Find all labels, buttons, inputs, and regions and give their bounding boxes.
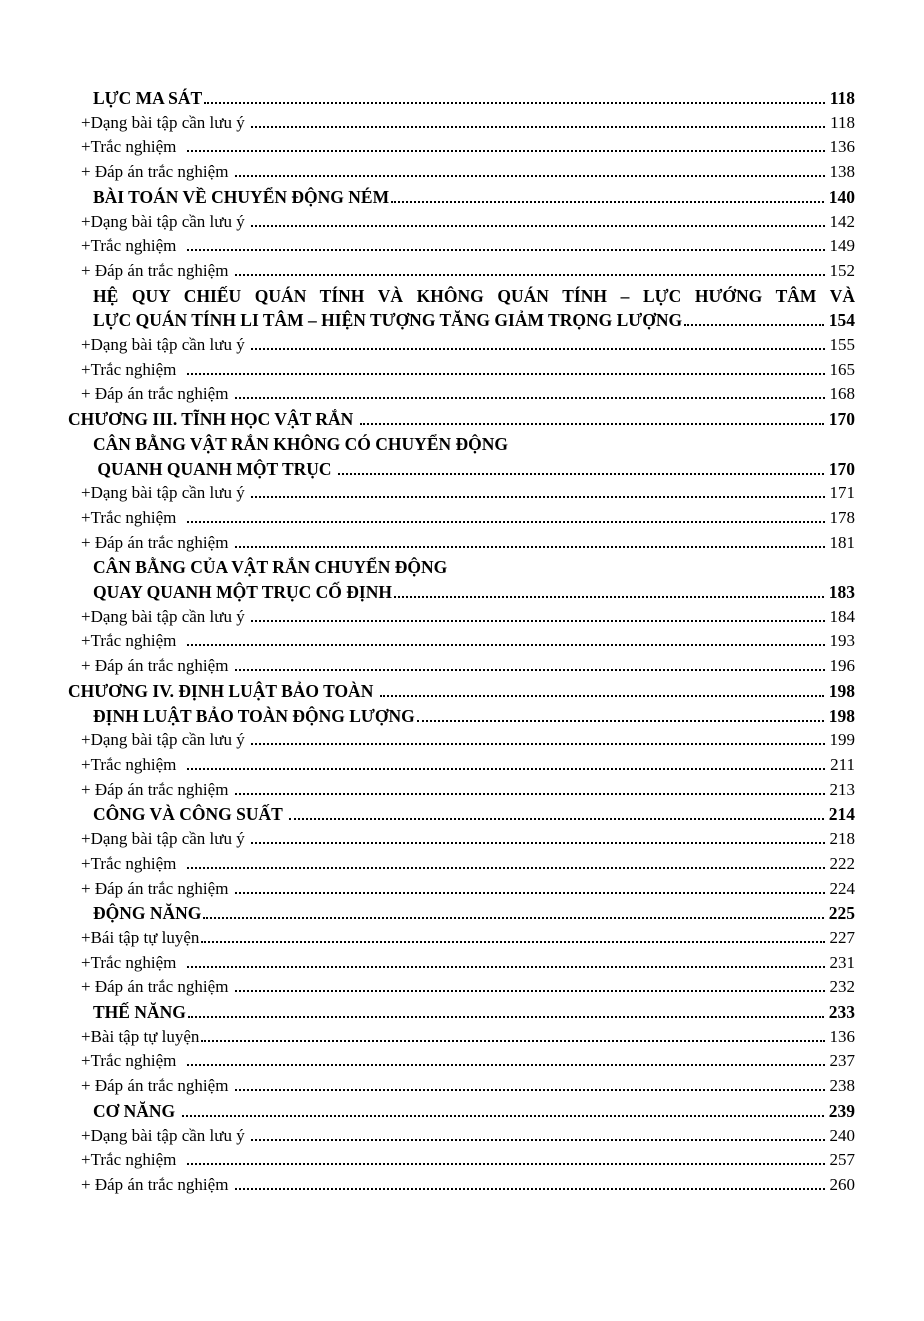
dot-leader: [187, 644, 825, 646]
toc-entry-label: BÀI TOÁN VỀ CHUYỂN ĐỘNG NÉM: [93, 186, 390, 207]
toc-entry[interactable]: [68, 827, 855, 852]
dot-leader: [201, 1040, 824, 1042]
toc-entry-page: 225: [828, 903, 855, 924]
toc-entry-label: +Trắc nghiệm: [81, 853, 185, 873]
toc-entry-page: 168: [829, 384, 855, 404]
toc-entry-label: THẾ NĂNG: [93, 1002, 186, 1023]
toc-entry-label: +Trắc nghiệm: [81, 952, 185, 972]
toc-entry[interactable]: [68, 926, 855, 951]
toc-entry-page: 181: [829, 532, 855, 552]
toc-entry-label: QUAY QUANH MỘT TRỤC CỐ ĐỊNH: [93, 582, 392, 603]
toc-entry[interactable]: [68, 877, 855, 902]
dot-leader: [251, 225, 825, 227]
toc-entry-page: 233: [828, 1002, 855, 1023]
dot-leader: [235, 892, 825, 894]
dot-leader: [684, 324, 824, 326]
toc-entry-label: + Đáp án trắc nghiệm: [81, 1174, 233, 1194]
toc-entry-label: +Dạng bài tập cần lưu ý: [81, 730, 249, 750]
toc-entry-label: + Đáp án trắc nghiệm: [81, 878, 233, 898]
dot-leader: [235, 669, 825, 671]
dot-leader: [235, 1188, 825, 1190]
toc-entry-label: + Đáp án trắc nghiệm: [81, 384, 233, 404]
toc-entry-page: 211: [830, 754, 855, 774]
toc-entry-page: 118: [829, 88, 855, 108]
toc-entry-page: 231: [829, 952, 855, 972]
toc-entry-page: 138: [829, 162, 855, 182]
toc-entry-label: +Trắc nghiệm: [81, 631, 185, 651]
toc-entry[interactable]: [68, 1124, 855, 1149]
toc-entry-page: 154: [828, 310, 855, 331]
toc-entry[interactable]: [68, 531, 855, 556]
toc-entry-page: 260: [829, 1174, 855, 1194]
toc-entry-label: CHƯƠNG IV. ĐỊNH LUẬT BẢO TOÀN: [68, 680, 378, 701]
toc-entry[interactable]: [68, 1074, 855, 1099]
toc-entry-label: + Đáp án trắc nghiệm: [81, 1076, 233, 1096]
toc-entry[interactable]: [68, 1148, 855, 1173]
toc-entry-label: +Dạng bài tập cần lưu ý: [81, 211, 249, 231]
toc-entry-label: +Dạng bài tập cần lưu ý: [81, 483, 249, 503]
dot-leader: [187, 867, 825, 869]
toc-entry-page: 170: [828, 409, 855, 430]
toc-entry[interactable]: [68, 358, 855, 383]
toc-entry[interactable]: [68, 1049, 855, 1074]
toc-entry[interactable]: [68, 679, 855, 704]
toc-entry-label: ĐỊNH LUẬT BẢO TOÀN ĐỘNG LƯỢNG: [93, 705, 415, 726]
dot-leader: [235, 397, 825, 399]
table-of-contents: [68, 86, 855, 1198]
dot-leader: [251, 1139, 825, 1141]
toc-entry[interactable]: [68, 778, 855, 803]
toc-entry[interactable]: [68, 1173, 855, 1198]
toc-entry-label: ĐỘNG NĂNG: [93, 903, 202, 924]
toc-entry-page: 198: [828, 705, 855, 726]
toc-entry-label: LỰC MA SÁT: [93, 88, 203, 108]
toc-entry[interactable]: [68, 629, 855, 654]
toc-entry[interactable]: [68, 975, 855, 1000]
dot-leader: [391, 201, 824, 203]
toc-entry-page: 224: [829, 878, 855, 898]
toc-entry[interactable]: [68, 308, 855, 333]
toc-entry-label: +Trắc nghiệm: [81, 754, 185, 774]
toc-entry[interactable]: [68, 704, 855, 729]
toc-entry-page: 227: [829, 927, 855, 947]
dot-leader: [251, 842, 825, 844]
toc-entry[interactable]: [68, 111, 855, 136]
toc-entry-label: +Trắc nghiệm: [81, 359, 185, 379]
toc-entry-page: 193: [829, 631, 855, 651]
toc-entry-page: 240: [829, 1125, 855, 1145]
toc-entry[interactable]: [68, 852, 855, 877]
toc-entry-page: 213: [829, 779, 855, 799]
toc-entry-continuation[interactable]: [68, 555, 855, 580]
toc-entry-label: + Đáp án trắc nghiệm: [81, 260, 233, 280]
toc-entry[interactable]: [68, 580, 855, 605]
toc-entry-label: +Dạng bài tập cần lưu ý: [81, 335, 249, 355]
toc-entry-page: 199: [829, 730, 855, 750]
toc-entry-page: 142: [829, 211, 855, 231]
toc-entry-label: +Trắc nghiệm: [81, 137, 185, 157]
toc-entry-label: +Dạng bài tập cần lưu ý: [81, 112, 249, 132]
toc-entry-label: + Đáp án trắc nghiệm: [81, 977, 233, 997]
toc-entry-label: + Đáp án trắc nghiệm: [81, 779, 233, 799]
dot-leader: [187, 150, 825, 152]
dot-leader: [235, 793, 825, 795]
dot-leader: [188, 1016, 824, 1018]
toc-entry[interactable]: [68, 728, 855, 753]
toc-entry-label: CÔNG VÀ CÔNG SUẤT: [93, 804, 287, 825]
dot-leader: [394, 596, 824, 598]
dot-leader: [204, 102, 824, 104]
dot-leader: [187, 966, 825, 968]
toc-entry-page: 183: [828, 582, 855, 603]
toc-entry-label: +Trắc nghiệm: [81, 1150, 185, 1170]
dot-leader: [235, 546, 825, 548]
dot-leader: [360, 423, 824, 425]
dot-leader: [187, 249, 825, 251]
toc-entry[interactable]: [68, 210, 855, 235]
toc-entry-page: 184: [829, 606, 855, 626]
toc-entry-page: 198: [828, 680, 855, 701]
toc-entry-label: CÂN BẰNG CỦA VẬT RẮN CHUYỂN ĐỘNG: [93, 557, 448, 578]
toc-entry[interactable]: [68, 333, 855, 358]
toc-entry-label: CƠ NĂNG: [93, 1100, 180, 1121]
toc-entry-page: 239: [828, 1100, 855, 1121]
toc-entry-page: 136: [829, 137, 855, 157]
toc-entry[interactable]: [68, 1099, 855, 1124]
toc-entry[interactable]: [68, 407, 855, 432]
toc-entry[interactable]: [68, 1000, 855, 1025]
toc-entry[interactable]: [68, 160, 855, 185]
dot-leader: [187, 1064, 825, 1066]
toc-entry-label: + Đáp án trắc nghiệm: [81, 656, 233, 676]
toc-entry[interactable]: [68, 951, 855, 976]
toc-entry-label: LỰC QUÁN TÍNH LI TÂM – HIỆN TƯỢNG TĂNG GIẢM TRỌNG LƯỢNG: [93, 310, 683, 331]
toc-entry[interactable]: [68, 259, 855, 284]
dot-leader: [235, 274, 825, 276]
toc-entry-label: +Dạng bài tập cần lưu ý: [81, 1125, 249, 1145]
toc-entry-page: 149: [829, 236, 855, 256]
toc-entry-page: 237: [829, 1051, 855, 1071]
toc-entry[interactable]: [68, 901, 855, 926]
dot-leader: [251, 620, 825, 622]
toc-entry-page: 118: [830, 112, 855, 132]
dot-leader: [182, 1115, 824, 1117]
toc-entry[interactable]: [68, 234, 855, 259]
toc-entry[interactable]: [68, 135, 855, 160]
toc-entry-page: 257: [829, 1150, 855, 1170]
dot-leader: [289, 818, 824, 820]
toc-entry-page: 232: [829, 977, 855, 997]
toc-entry-label: + Đáp án trắc nghiệm: [81, 532, 233, 552]
toc-entry[interactable]: [68, 382, 855, 407]
dot-leader: [251, 348, 825, 350]
dot-leader: [251, 743, 825, 745]
dot-leader: [338, 473, 824, 475]
dot-leader: [235, 990, 825, 992]
dot-leader: [187, 1163, 825, 1165]
toc-entry-label: HỆ QUY CHIẾU QUÁN TÍNH VÀ KHÔNG QUÁN TÍNH – LỰC HƯỚNG TÂM VÀ: [93, 285, 855, 306]
toc-entry-label: +Bài tập tự luyện: [81, 1026, 200, 1046]
toc-entry-label: CÂN BẰNG VẬT RẮN KHÔNG CÓ CHUYỂN ĐỘNG: [93, 433, 509, 454]
toc-entry-label: +Trắc nghiệm: [81, 1051, 185, 1071]
dot-leader: [203, 917, 823, 919]
toc-entry[interactable]: [68, 185, 855, 210]
toc-entry-page: 218: [829, 829, 855, 849]
toc-entry-label: +Dạng bài tập cần lưu ý: [81, 606, 249, 626]
toc-entry-page: 165: [829, 359, 855, 379]
toc-entry-label: + Đáp án trắc nghiệm: [81, 162, 233, 182]
dot-leader: [187, 521, 825, 523]
toc-entry[interactable]: [68, 605, 855, 630]
toc-entry[interactable]: [68, 654, 855, 679]
toc-entry[interactable]: [68, 506, 855, 531]
dot-leader: [201, 941, 824, 943]
toc-entry-continuation[interactable]: [68, 284, 855, 309]
dot-leader: [235, 1089, 825, 1091]
toc-entry[interactable]: [68, 86, 855, 111]
toc-entry-page: 196: [829, 656, 855, 676]
toc-entry-page: 155: [829, 335, 855, 355]
toc-entry[interactable]: [68, 753, 855, 778]
dot-leader: [187, 768, 825, 770]
dot-leader: [187, 373, 825, 375]
toc-entry-label: +Trắc nghiệm: [81, 507, 185, 527]
toc-entry-page: 238: [829, 1076, 855, 1096]
toc-entry-page: 222: [829, 853, 855, 873]
dot-leader: [251, 496, 825, 498]
dot-leader: [380, 695, 824, 697]
toc-entry-continuation[interactable]: [68, 432, 855, 457]
toc-entry-label: QUANH QUANH MỘT TRỤC: [93, 458, 336, 479]
dot-leader: [417, 720, 824, 722]
toc-entry-page: 214: [828, 804, 855, 825]
toc-entry-label: CHƯƠNG III. TĨNH HỌC VẬT RẮN: [68, 409, 358, 430]
toc-entry-label: +Dạng bài tập cần lưu ý: [81, 829, 249, 849]
toc-entry[interactable]: [68, 481, 855, 506]
dot-leader: [251, 126, 825, 128]
toc-entry[interactable]: [68, 802, 855, 827]
toc-entry-page: 178: [829, 507, 855, 527]
toc-entry-page: 171: [829, 483, 855, 503]
toc-entry-label: +Trắc nghiệm: [81, 236, 185, 256]
toc-entry[interactable]: [68, 1025, 855, 1050]
toc-entry-page: 152: [829, 260, 855, 280]
dot-leader: [235, 175, 825, 177]
toc-entry-page: 140: [828, 186, 855, 207]
toc-entry-page: 170: [828, 458, 855, 479]
toc-entry[interactable]: [68, 457, 855, 482]
toc-entry-label: +Bái tập tự luyện: [81, 927, 200, 947]
toc-entry-page: 136: [829, 1026, 855, 1046]
